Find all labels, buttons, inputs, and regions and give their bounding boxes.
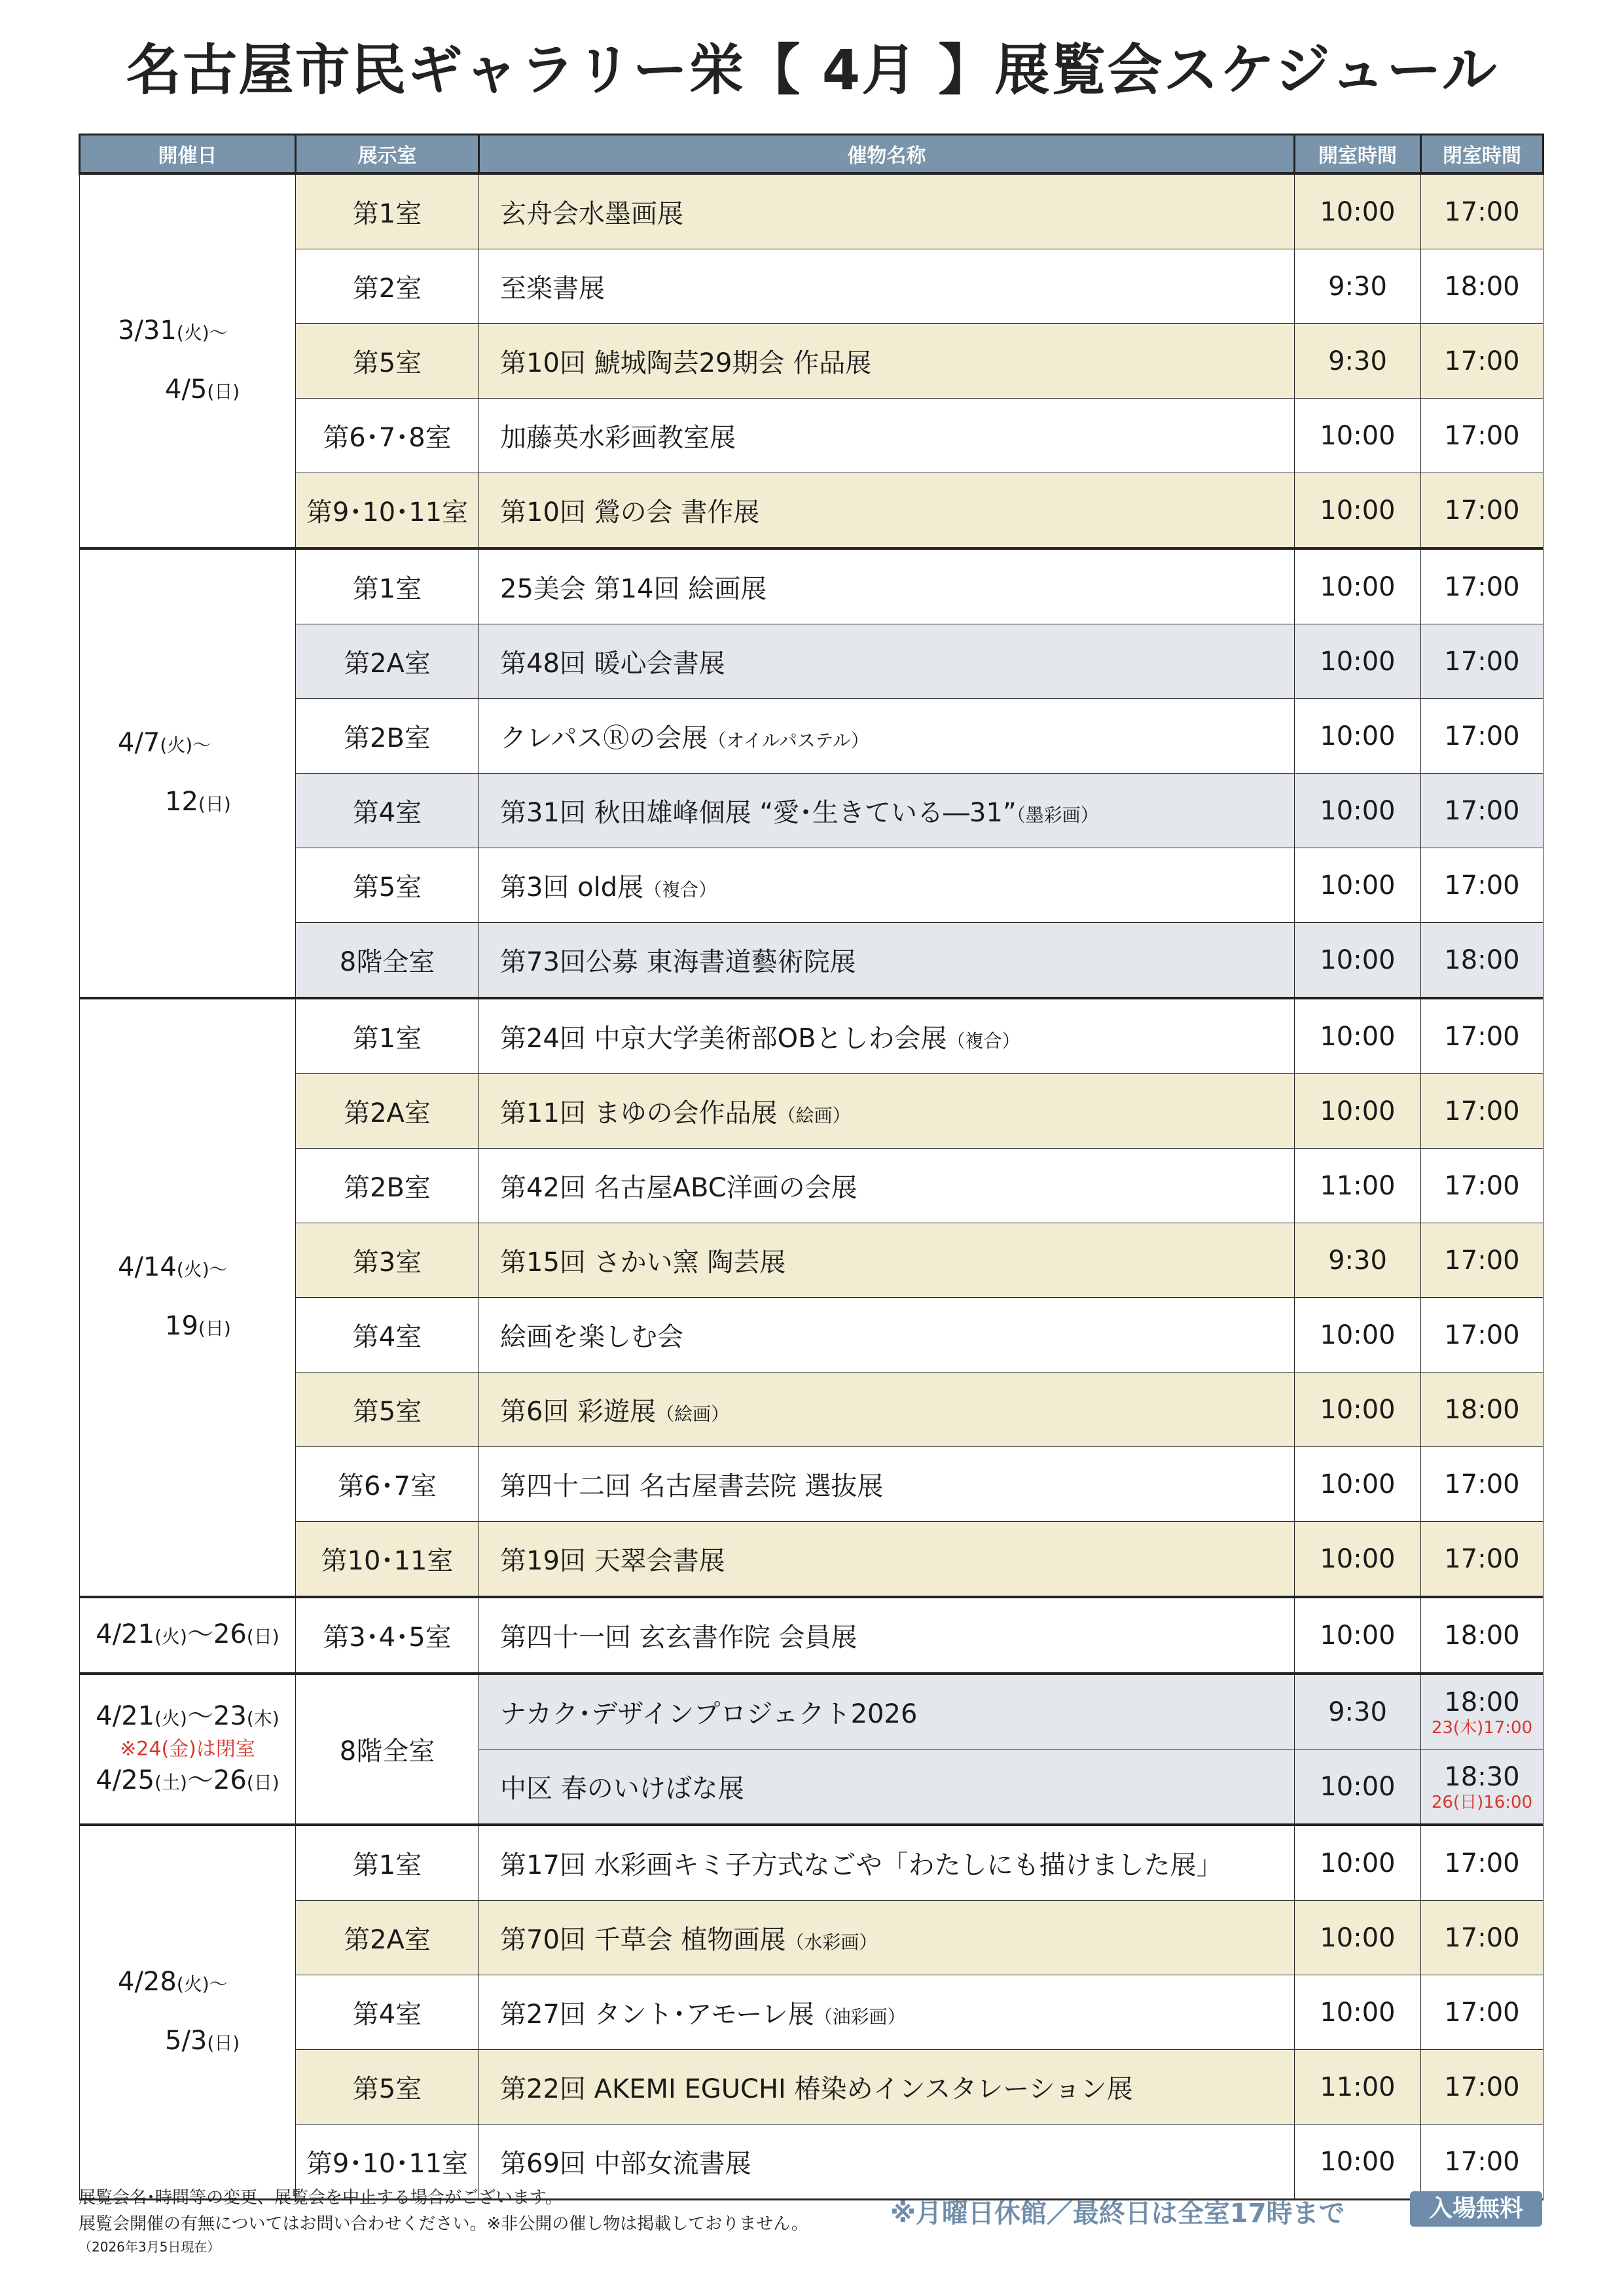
event-name-cell xyxy=(479,624,1295,699)
event-name: クレパスⓇの会展 xyxy=(500,723,708,753)
open-time-cell: 10:00 xyxy=(1295,399,1421,473)
date-end-weekday: (日) xyxy=(207,380,240,403)
event-name: 第四十一回 玄玄書作院 会員展 xyxy=(500,1623,857,1653)
date-end-weekday: (日) xyxy=(198,793,231,815)
table-row xyxy=(80,399,1543,473)
event-medium-note: （墨彩画） xyxy=(1016,804,1099,826)
table-row xyxy=(80,1975,1543,2050)
date-cell xyxy=(80,173,296,548)
date-cell xyxy=(80,1674,296,1825)
close-time: 17:00 xyxy=(1444,2072,1520,2102)
open-time-cell: 10:00 xyxy=(1295,548,1421,624)
date-range-a xyxy=(80,1698,295,1736)
date-range-b xyxy=(80,1763,295,1801)
close-time-cell xyxy=(1421,1825,1543,1901)
table-row xyxy=(80,699,1543,774)
event-name: 第42回 名古屋ABC洋画の会展 xyxy=(500,1173,857,1203)
close-time: 17:00 xyxy=(1444,646,1520,677)
event-name: 加藤英水彩画教室展 xyxy=(500,423,736,453)
table-row xyxy=(80,2050,1543,2125)
footer-notes xyxy=(79,2185,890,2257)
date-end-line xyxy=(80,1298,295,1357)
room-cell: 第9･10･11室 xyxy=(296,2125,479,2200)
date-end-main: 5/3 xyxy=(165,2025,208,2056)
close-time-cell xyxy=(1421,1749,1543,1825)
table-row xyxy=(80,624,1543,699)
close-time: 17:00 xyxy=(1444,721,1520,751)
close-time-cell xyxy=(1421,173,1543,249)
close-time-cell xyxy=(1421,774,1543,848)
date-b-wd1: (土) xyxy=(154,1771,187,1793)
room-cell: 第4室 xyxy=(296,1298,479,1372)
table-row xyxy=(80,1901,1543,1975)
room-cell: 第5室 xyxy=(296,1372,479,1447)
table-row xyxy=(80,249,1543,324)
header-open-time: 開室時間 xyxy=(1295,135,1421,174)
date-start-weekday: (火)～ xyxy=(176,1973,228,1995)
close-time-cell xyxy=(1421,1674,1543,1749)
open-time-cell: 10:00 xyxy=(1295,1975,1421,2050)
close-time: 17:00 xyxy=(1444,495,1520,526)
room-cell: 第4室 xyxy=(296,1975,479,2050)
close-time: 18:30 xyxy=(1444,1761,1520,1792)
close-time-cell xyxy=(1421,923,1543,999)
event-name-cell xyxy=(479,1825,1295,1901)
event-name: 第22回 AKEMI EGUCHI 椿染めインスタレーション展 xyxy=(500,2074,1133,2104)
close-time: 18:00 xyxy=(1444,271,1520,302)
event-name: 第3回 old展 xyxy=(500,872,644,903)
event-name-cell xyxy=(479,1223,1295,1298)
date-start-weekday: (火)～ xyxy=(160,734,211,756)
close-time-cell xyxy=(1421,699,1543,774)
date-end-weekday: (日) xyxy=(198,1317,231,1339)
close-time-cell xyxy=(1421,249,1543,324)
table-row xyxy=(80,774,1543,848)
room-cell: 第5室 xyxy=(296,2050,479,2125)
header-room: 展示室 xyxy=(296,135,479,174)
date-end-line xyxy=(80,774,295,833)
open-time-cell: 10:00 xyxy=(1295,998,1421,1074)
table-row xyxy=(80,1597,1543,1674)
open-time-cell: 10:00 xyxy=(1295,1074,1421,1149)
event-name: 第四十二回 名古屋書芸院 選抜展 xyxy=(500,1471,884,1501)
event-name: 玄舟会水墨画展 xyxy=(500,199,683,229)
page-title: 名古屋市民ギャラリー栄【 4月 】展覧会スケジュール xyxy=(126,38,1498,102)
table-row xyxy=(80,173,1543,249)
room-cell: 8階全室 xyxy=(296,1674,479,1825)
event-name-cell xyxy=(479,473,1295,549)
room-cell: 第2A室 xyxy=(296,1074,479,1149)
event-medium-note: （オイルパステル） xyxy=(708,730,869,751)
event-name: 第6回 彩遊展 xyxy=(500,1397,657,1427)
open-time-cell: 9:30 xyxy=(1295,249,1421,324)
event-name: 第17回 水彩画キミ子方式なごや「わたしにも描けました展」 xyxy=(500,1850,1223,1880)
open-time-cell: 11:00 xyxy=(1295,2050,1421,2125)
close-time-cell xyxy=(1421,548,1543,624)
open-time-cell: 10:00 xyxy=(1295,1597,1421,1674)
table-row xyxy=(80,324,1543,399)
event-name-cell xyxy=(479,399,1295,473)
open-time-cell: 10:00 xyxy=(1295,1372,1421,1447)
close-time-cell xyxy=(1421,1597,1543,1674)
close-time-cell xyxy=(1421,848,1543,923)
header-event-name: 催物名称 xyxy=(479,135,1295,174)
open-time-cell: 10:00 xyxy=(1295,1825,1421,1901)
close-time: 17:00 xyxy=(1444,571,1520,602)
event-medium-note: （複合） xyxy=(947,1030,1020,1052)
room-cell: 8階全室 xyxy=(296,923,479,999)
close-time-cell xyxy=(1421,473,1543,549)
event-medium-note: （絵画） xyxy=(777,1105,851,1126)
last-day-close-time: 26(日)16:00 xyxy=(1431,1792,1533,1812)
room-cell: 第2A室 xyxy=(296,1901,479,1975)
event-name-cell xyxy=(479,1298,1295,1372)
close-time-cell xyxy=(1421,399,1543,473)
close-time: 17:00 xyxy=(1444,1997,1520,2028)
event-name-cell xyxy=(479,1522,1295,1598)
event-name: 中区 春のいけばな展 xyxy=(500,1774,744,1804)
table-row xyxy=(80,1074,1543,1149)
table-row xyxy=(80,1447,1543,1522)
date-start-main: 4/28 xyxy=(118,1966,177,1997)
close-time-cell xyxy=(1421,1223,1543,1298)
header-close-time: 閉室時間 xyxy=(1421,135,1543,174)
date-cell xyxy=(80,548,296,998)
table-header-row xyxy=(80,135,1543,174)
close-time-cell xyxy=(1421,1149,1543,1223)
open-time-cell: 10:00 xyxy=(1295,624,1421,699)
event-name: 第10回 鶯の会 書作展 xyxy=(500,497,760,528)
event-name: 第48回 暖心会書展 xyxy=(500,649,725,679)
event-name-cell xyxy=(479,1149,1295,1223)
event-name-cell xyxy=(479,249,1295,324)
close-time: 17:00 xyxy=(1444,1096,1520,1126)
close-time: 18:00 xyxy=(1444,1687,1520,1717)
room-cell: 第9･10･11室 xyxy=(296,473,479,549)
close-time: 17:00 xyxy=(1444,1021,1520,1052)
date-end-main: 12 xyxy=(165,786,198,817)
event-name: ナカク･デザインプロジェクト2026 xyxy=(500,1699,918,1729)
date-end: ～26 xyxy=(187,1619,247,1649)
room-cell: 第2室 xyxy=(296,249,479,324)
table-row xyxy=(80,473,1543,549)
event-name: 第24回 中京大学美術部OBとしわ会展 xyxy=(500,1024,947,1054)
open-time-cell: 9:30 xyxy=(1295,1674,1421,1749)
closed-day-note: ※24(金)は閉室 xyxy=(120,1737,255,1761)
close-time-cell xyxy=(1421,1298,1543,1372)
event-name-cell xyxy=(479,548,1295,624)
room-cell: 第1室 xyxy=(296,173,479,249)
close-time-cell xyxy=(1421,324,1543,399)
close-time: 17:00 xyxy=(1444,870,1520,901)
date-b-start: 4/25 xyxy=(96,1765,155,1795)
closed-days-note: ※月曜日休館／最終日は全室17時まで xyxy=(890,2198,1345,2229)
close-time-cell xyxy=(1421,998,1543,1074)
close-time: 17:00 xyxy=(1444,420,1520,451)
close-time-cell xyxy=(1421,1975,1543,2050)
date-start-line xyxy=(80,302,295,361)
event-name: 第11回 まゆの会作品展 xyxy=(500,1098,778,1128)
open-time-cell: 9:30 xyxy=(1295,1223,1421,1298)
table-row xyxy=(80,548,1543,624)
room-cell: 第4室 xyxy=(296,774,479,848)
event-medium-note: （複合） xyxy=(643,879,717,901)
event-name: 第19回 天翠会書展 xyxy=(500,1546,725,1576)
room-cell: 第6･7･8室 xyxy=(296,399,479,473)
close-time-cell xyxy=(1421,1901,1543,1975)
close-time-cell xyxy=(1421,1372,1543,1447)
table-row xyxy=(80,923,1543,999)
table-row xyxy=(80,1149,1543,1223)
event-name: 至楽書展 xyxy=(500,274,605,304)
event-name: 第15回 さかい窯 陶芸展 xyxy=(500,1247,786,1278)
close-time: 18:00 xyxy=(1444,1620,1520,1651)
footer-line-1: 展覧会名･時間等の変更、展覧会を中止する場合がございます。 xyxy=(79,2188,562,2208)
event-name-cell xyxy=(479,1901,1295,1975)
room-cell: 第2A室 xyxy=(296,624,479,699)
date-end-line xyxy=(80,2013,295,2072)
date-start: 4/21 xyxy=(96,1619,155,1649)
event-name-cell xyxy=(479,173,1295,249)
close-time: 17:00 xyxy=(1444,346,1520,376)
event-name: 25美会 第14回 絵画展 xyxy=(500,574,767,604)
open-time-cell: 9:30 xyxy=(1295,324,1421,399)
open-time-cell: 11:00 xyxy=(1295,1149,1421,1223)
schedule-table xyxy=(79,134,1544,2200)
open-time-cell: 10:00 xyxy=(1295,1447,1421,1522)
event-name-cell xyxy=(479,1674,1295,1749)
footer-line-2: 展覧会開催の有無についてはお問い合わせください。※非公開の催し物は掲載しておりません。 xyxy=(79,2214,808,2234)
date-cell xyxy=(80,998,296,1597)
close-time: 17:00 xyxy=(1444,2146,1520,2177)
date-a-end: ～23 xyxy=(187,1700,247,1731)
close-time: 17:00 xyxy=(1444,1319,1520,1350)
open-time-cell: 10:00 xyxy=(1295,848,1421,923)
table-row xyxy=(80,1223,1543,1298)
room-cell: 第1室 xyxy=(296,998,479,1074)
open-time-cell: 10:00 xyxy=(1295,173,1421,249)
event-name-cell xyxy=(479,848,1295,923)
date-wd1: (火) xyxy=(154,1625,187,1647)
close-time: 17:00 xyxy=(1444,1543,1520,1574)
event-name-cell xyxy=(479,2050,1295,2125)
close-time: 18:00 xyxy=(1444,1394,1520,1425)
date-start-main: 4/14 xyxy=(118,1251,177,1282)
date-wd2: (日) xyxy=(246,1625,280,1647)
room-cell: 第1室 xyxy=(296,548,479,624)
date-a-wd2: (木) xyxy=(246,1707,280,1729)
open-time-cell: 10:00 xyxy=(1295,1298,1421,1372)
event-name-cell xyxy=(479,1074,1295,1149)
room-cell: 第3室 xyxy=(296,1223,479,1298)
room-cell: 第2B室 xyxy=(296,699,479,774)
close-time: 17:00 xyxy=(1444,1848,1520,1878)
event-name: 第31回 秋田雄峰個展 “愛･生きている―31” xyxy=(500,798,1017,828)
date-range xyxy=(80,1606,295,1665)
event-name-cell xyxy=(479,998,1295,1074)
room-cell: 第5室 xyxy=(296,848,479,923)
close-time-cell xyxy=(1421,1074,1543,1149)
event-name-cell xyxy=(479,774,1295,848)
close-time: 17:00 xyxy=(1444,196,1520,227)
close-time: 17:00 xyxy=(1444,1469,1520,1499)
room-cell: 第3･4･5室 xyxy=(296,1597,479,1674)
table-row xyxy=(80,1298,1543,1372)
open-time-cell: 10:00 xyxy=(1295,699,1421,774)
close-time: 18:00 xyxy=(1444,944,1520,975)
event-name-cell xyxy=(479,1372,1295,1447)
header-date: 開催日 xyxy=(80,135,296,174)
date-a-start: 4/21 xyxy=(96,1700,155,1731)
room-cell: 第1室 xyxy=(296,1825,479,1901)
event-name: 第70回 千草会 植物画展 xyxy=(500,1925,786,1955)
date-start-weekday: (火)～ xyxy=(176,1258,228,1280)
room-cell: 第6･7室 xyxy=(296,1447,479,1522)
event-name-cell xyxy=(479,699,1295,774)
event-name-cell xyxy=(479,324,1295,399)
event-name: 絵画を楽しむ会 xyxy=(500,1322,683,1352)
event-medium-note: （絵画） xyxy=(656,1403,730,1425)
close-time-cell xyxy=(1421,2125,1543,2200)
open-time-cell: 10:00 xyxy=(1295,2125,1421,2200)
open-time-cell: 10:00 xyxy=(1295,774,1421,848)
table-row xyxy=(80,1522,1543,1598)
table-row xyxy=(80,998,1543,1074)
schedule-body xyxy=(80,173,1543,2200)
event-name-cell xyxy=(479,923,1295,999)
date-cell xyxy=(80,1825,296,2200)
footer-date: （2026年3月5日現在） xyxy=(79,2239,221,2255)
event-medium-note: （油彩画） xyxy=(814,2006,906,2028)
close-time-cell xyxy=(1421,624,1543,699)
event-medium-note: （水彩画） xyxy=(785,1931,878,1953)
date-end-line xyxy=(80,361,295,420)
date-start-weekday: (火)～ xyxy=(176,321,228,344)
event-name-cell xyxy=(479,1975,1295,2050)
close-time: 17:00 xyxy=(1444,1922,1520,1953)
close-time-cell xyxy=(1421,1522,1543,1598)
event-name: 第73回公募 東海書道藝術院展 xyxy=(500,947,856,977)
event-name-cell xyxy=(479,1749,1295,1825)
close-time-cell xyxy=(1421,2050,1543,2125)
close-time: 17:00 xyxy=(1444,1170,1520,1201)
date-end-main: 4/5 xyxy=(165,374,208,404)
date-start-line xyxy=(80,1954,295,2013)
room-cell: 第2B室 xyxy=(296,1149,479,1223)
table-row xyxy=(80,848,1543,923)
room-cell: 第10･11室 xyxy=(296,1522,479,1598)
open-time-cell: 10:00 xyxy=(1295,1901,1421,1975)
open-time-cell: 10:00 xyxy=(1295,473,1421,549)
close-time: 17:00 xyxy=(1444,795,1520,826)
date-start-main: 4/7 xyxy=(118,727,160,758)
last-day-close-time: 23(木)17:00 xyxy=(1431,1717,1533,1738)
date-start-line xyxy=(80,715,295,774)
date-cell xyxy=(80,1597,296,1674)
date-start-line xyxy=(80,1239,295,1298)
date-start-main: 3/31 xyxy=(118,315,177,346)
date-end-weekday: (日) xyxy=(207,2032,240,2054)
event-name: 第27回 タント･アモーレ展 xyxy=(500,2000,814,2030)
date-b-end: ～26 xyxy=(187,1765,247,1795)
event-name-cell xyxy=(479,1447,1295,1522)
table-row xyxy=(80,1825,1543,1901)
close-time-cell xyxy=(1421,1447,1543,1522)
table-row xyxy=(80,1674,1543,1749)
event-name-cell xyxy=(479,1597,1295,1674)
table-row xyxy=(80,1372,1543,1447)
date-a-wd1: (火) xyxy=(154,1707,187,1729)
open-time-cell: 10:00 xyxy=(1295,923,1421,999)
close-time: 17:00 xyxy=(1444,1245,1520,1276)
room-cell: 第5室 xyxy=(296,324,479,399)
open-time-cell: 10:00 xyxy=(1295,1749,1421,1825)
date-end-main: 19 xyxy=(165,1310,198,1341)
free-admission-badge: 入場無料 xyxy=(1410,2191,1542,2227)
date-b-wd2: (日) xyxy=(246,1771,280,1793)
event-name: 第69回 中部女流書展 xyxy=(500,2149,751,2179)
event-name: 第10回 鯱城陶芸29期会 作品展 xyxy=(500,348,872,378)
open-time-cell: 10:00 xyxy=(1295,1522,1421,1598)
